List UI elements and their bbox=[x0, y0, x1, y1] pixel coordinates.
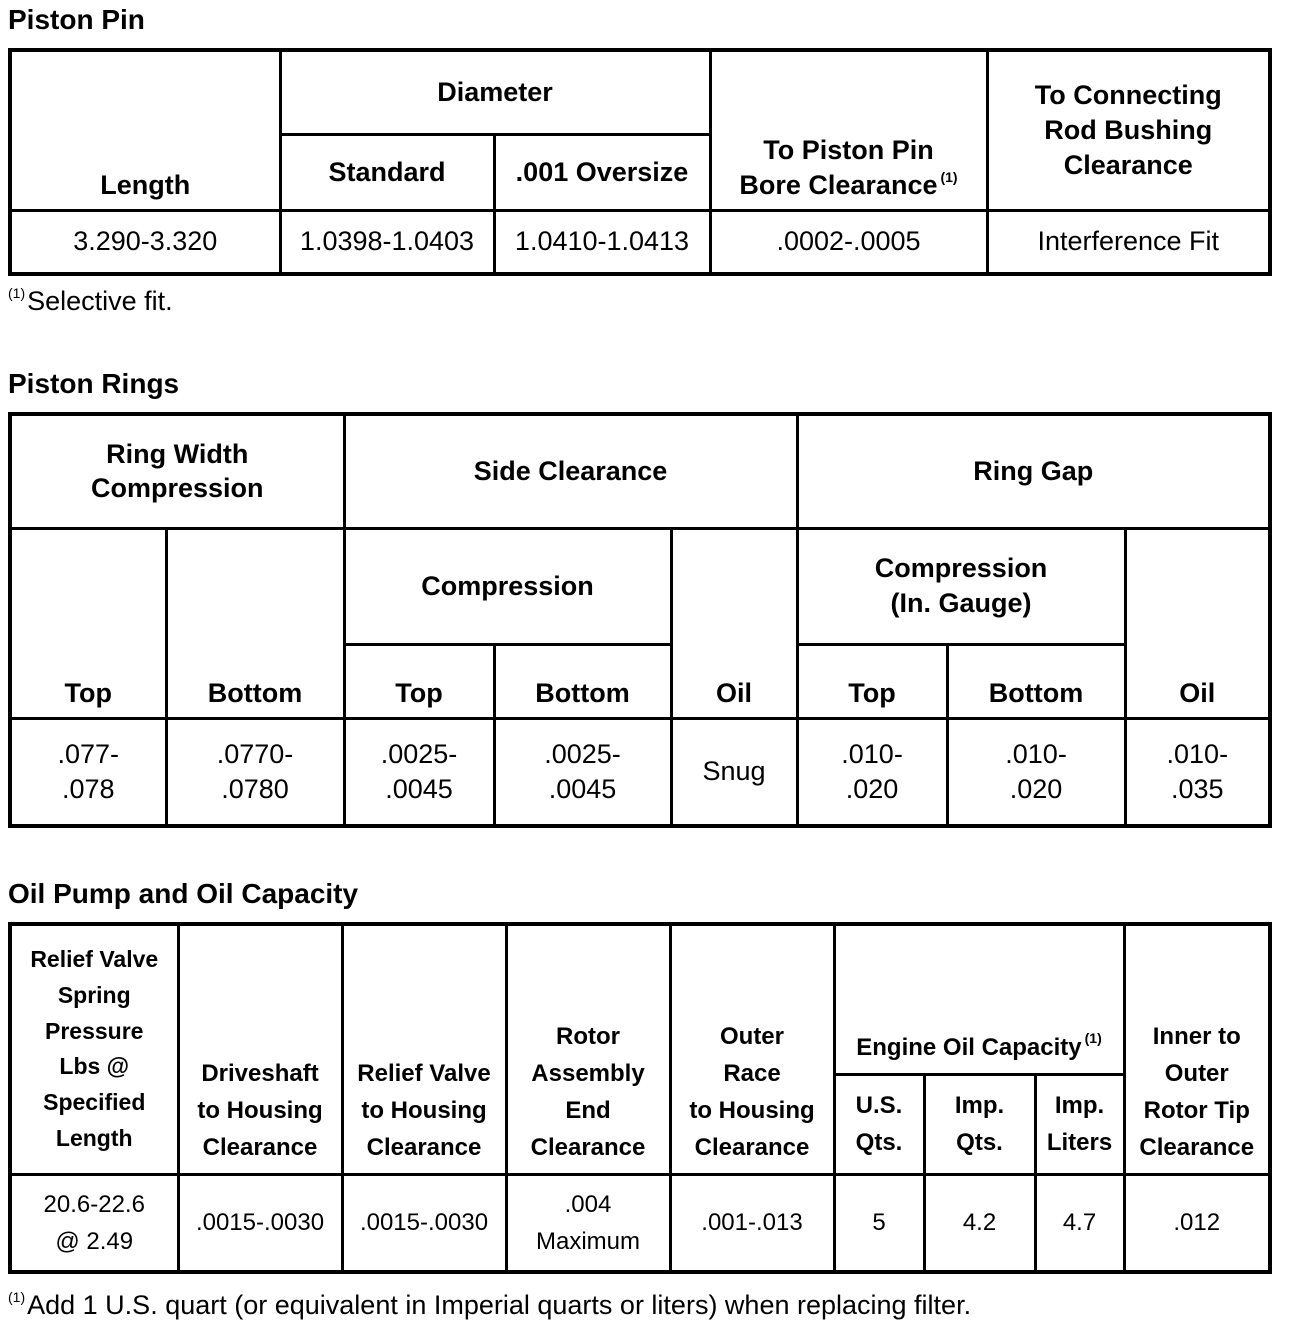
sc-bottom-header: Bottom bbox=[494, 644, 671, 718]
us-qts-header: U.S. Qts. bbox=[834, 1074, 924, 1174]
rotor-end-value: .004 Maximum bbox=[506, 1174, 670, 1272]
sc-oil-value: Snug bbox=[671, 718, 797, 826]
piston-pin-table bbox=[8, 48, 1272, 276]
side-clearance-header: Side Clearance bbox=[344, 414, 797, 528]
standard-value: 1.0398-1.0403 bbox=[280, 210, 494, 274]
rg-bottom-value: .010- .020 bbox=[947, 718, 1125, 826]
bore-clearance-header: To Piston Pin Bore Clearance $^{(1)}$ bbox=[710, 50, 987, 210]
imp-qts-value: 4.2 bbox=[924, 1174, 1035, 1272]
piston-pin-title: Piston Pin bbox=[8, 4, 145, 35]
sc-top-value: .0025- .0045 bbox=[344, 718, 494, 826]
bore-clearance-value: .0002-.0005 bbox=[710, 210, 987, 274]
rw-top-header: Top bbox=[10, 528, 166, 718]
relief-spring-header: Relief Valve Spring Pressure Lbs @ Specified Length bbox=[10, 924, 178, 1174]
sc-bottom-value: .0025- .0045 bbox=[494, 718, 671, 826]
diameter-header: Diameter bbox=[280, 50, 710, 134]
relief-housing-value: .0015-.0030 bbox=[342, 1174, 506, 1272]
oil-pump-table bbox=[8, 922, 1272, 1274]
us-qts-value: 5 bbox=[834, 1174, 924, 1272]
rw-bottom-header: Bottom bbox=[166, 528, 344, 718]
rg-top-header: Top bbox=[797, 644, 947, 718]
oversize-value: 1.0410-1.0413 bbox=[494, 210, 710, 274]
imp-liters-header: Imp. Liters bbox=[1035, 1074, 1124, 1174]
rw-bottom-value: .0770- .0780 bbox=[166, 718, 344, 826]
rg-top-value: .010- .020 bbox=[797, 718, 947, 826]
oil-pump-title: Oil Pump and Oil Capacity bbox=[8, 878, 359, 909]
rotor-end-header: Rotor Assembly End Clearance bbox=[506, 924, 670, 1174]
rg-compression-header: Compression (In. Gauge) bbox=[797, 528, 1125, 644]
rotor-tip-value: .012 bbox=[1124, 1174, 1270, 1272]
rotor-tip-header: Inner to Outer Rotor Tip Clearance bbox=[1124, 924, 1270, 1174]
imp-liters-value: 4.7 bbox=[1035, 1174, 1124, 1272]
oversize-header: .001 Oversize bbox=[494, 134, 710, 210]
piston-rings-title: Piston Rings bbox=[8, 368, 180, 399]
footnote-marker: (1) bbox=[940, 168, 958, 185]
relief-housing-header: Relief Valve to Housing Clearance bbox=[342, 924, 506, 1174]
outer-race-value: .001-.013 bbox=[670, 1174, 834, 1272]
rod-bushing-header: To Connecting Rod Bushing Clearance bbox=[987, 50, 1270, 210]
sc-compression-header: Compression bbox=[344, 528, 671, 644]
ring-width-header: Ring Width Compression bbox=[10, 414, 344, 528]
rg-oil-value: .010- .035 bbox=[1125, 718, 1270, 826]
rg-bottom-header: Bottom bbox=[947, 644, 1125, 718]
piston-pin-footnote: $^{(1)}$Selective fit. bbox=[8, 285, 173, 316]
imp-qts-header: Imp. Qts. bbox=[924, 1074, 1035, 1174]
piston-rings-table bbox=[8, 412, 1272, 828]
sc-oil-header: Oil bbox=[671, 528, 797, 718]
sc-top-header: Top bbox=[344, 644, 494, 718]
length-value: 3.290-3.320 bbox=[10, 210, 280, 274]
length-header: Length bbox=[10, 50, 280, 210]
ring-gap-header: Ring Gap bbox=[797, 414, 1270, 528]
oil-pump-footnote: $^{(1)}$Add 1 U.S. quart (or equivalent in Imperial quarts or liters) when replacing filter. bbox=[8, 1289, 972, 1320]
rod-bushing-value: Interference Fit bbox=[987, 210, 1270, 274]
driveshaft-value: .0015-.0030 bbox=[178, 1174, 342, 1272]
standard-header: Standard bbox=[280, 134, 494, 210]
rw-top-value: .077- .078 bbox=[10, 718, 166, 826]
rg-oil-header: Oil bbox=[1125, 528, 1270, 718]
driveshaft-header: Driveshaft to Housing Clearance bbox=[178, 924, 342, 1174]
outer-race-header: Outer Race to Housing Clearance bbox=[670, 924, 834, 1174]
engine-oil-header: Engine Oil Capacity $^{(1)}$ bbox=[834, 924, 1124, 1074]
relief-spring-value: 20.6-22.6 @ 2.49 bbox=[10, 1174, 178, 1272]
